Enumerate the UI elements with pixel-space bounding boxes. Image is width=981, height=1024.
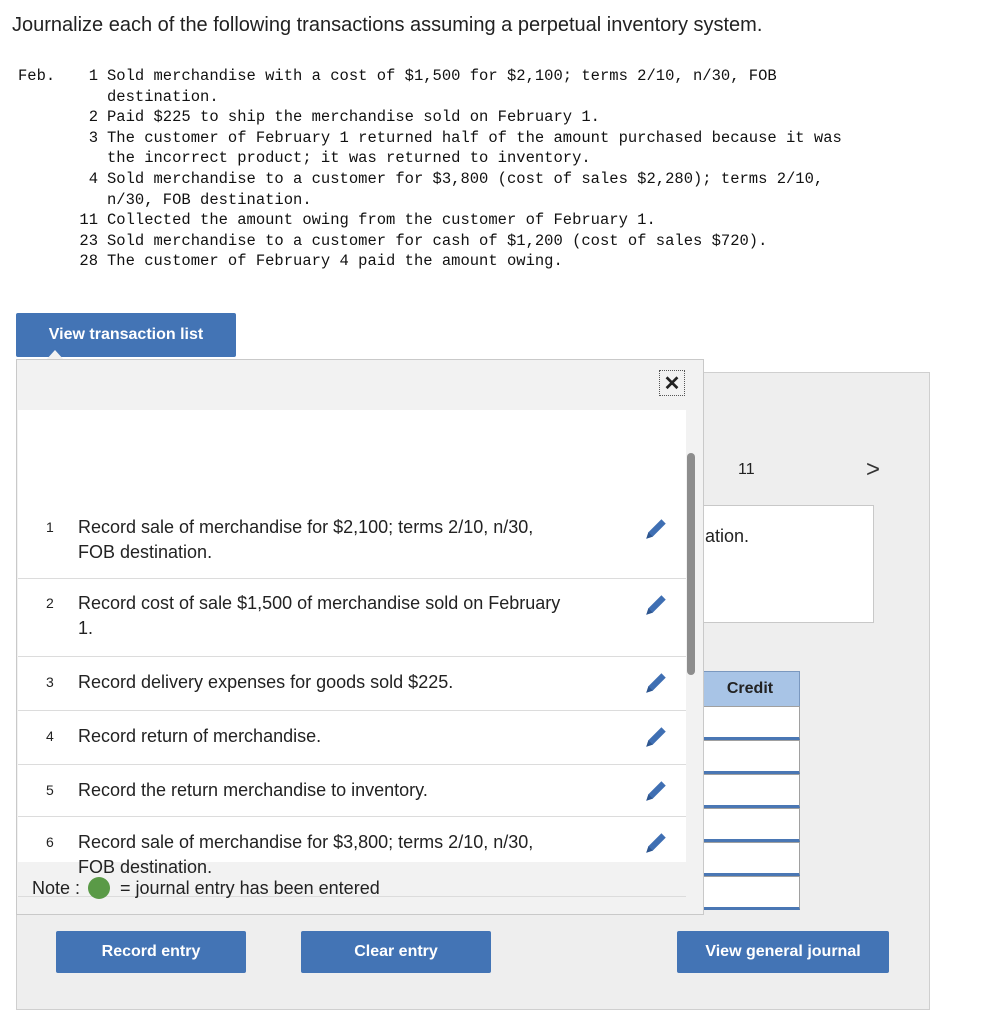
problem-line: the incorrect product; it was returned to inventory. — [107, 149, 591, 168]
transaction-list-popup — [16, 359, 704, 915]
problem-month: Feb. — [18, 67, 56, 85]
item-text: Record return of merchandise. — [78, 726, 322, 746]
item-text: Record sale of merchandise for $3,800; terms 2/10, n/30, FOB destination. — [78, 832, 534, 877]
legend-note — [32, 877, 380, 899]
item-number: 4 — [46, 728, 54, 744]
list-item[interactable] — [18, 578, 686, 657]
problem-statement — [18, 66, 842, 272]
item-text: Record delivery expenses for goods sold $225. — [78, 672, 454, 692]
note-text: = journal entry has been entered — [120, 877, 380, 898]
transaction-description-box — [703, 505, 874, 623]
credit-input[interactable] — [700, 808, 800, 842]
credit-input[interactable] — [700, 740, 800, 774]
problem-line: 23 Sold merchandise to a customer for cash of $1,200 (cost of sales $720). — [79, 231, 768, 250]
note-label: Note : — [32, 877, 81, 898]
list-item[interactable] — [18, 460, 686, 579]
clear-entry-button[interactable]: Clear entry — [301, 931, 491, 973]
credit-input[interactable] — [700, 706, 800, 740]
item-number: 6 — [46, 834, 54, 850]
transaction-date: 11 — [738, 461, 755, 478]
item-number: 1 — [46, 519, 54, 535]
pencil-icon[interactable] — [643, 830, 669, 856]
credit-input[interactable] — [700, 842, 800, 876]
item-text: Record the return merchandise to inventory. — [78, 780, 428, 800]
problem-line: n/30, FOB destination. — [107, 190, 312, 209]
chevron-right-icon[interactable]: > — [866, 456, 881, 483]
credit-column-header: Credit — [700, 671, 800, 707]
entered-status-dot — [88, 877, 110, 899]
pencil-icon[interactable] — [643, 592, 669, 618]
problem-line: 4 Sold merchandise to a customer for $3,800 (cost of sales $2,280); terms 2/10, — [88, 169, 824, 188]
problem-line: Feb. 1 Sold merchandise with a cost of $1,500 for $2,100; terms 2/10, n/30, FOB — [18, 67, 777, 85]
credit-input[interactable] — [700, 876, 800, 910]
problem-line: 11 Collected the amount owing from the customer of February 1. — [79, 211, 656, 230]
popup-scrollbar[interactable] — [687, 453, 695, 675]
problem-line: destination. — [107, 87, 219, 106]
view-transaction-list-button[interactable]: View transaction list — [16, 313, 236, 357]
item-number: 3 — [46, 674, 54, 690]
list-item[interactable] — [18, 656, 686, 711]
transaction-description-fragment: ation. — [705, 526, 750, 546]
item-text: Record sale of merchandise for $2,100; terms 2/10, n/30, FOB destination. — [78, 517, 534, 562]
item-number: 5 — [46, 782, 54, 798]
list-item[interactable] — [18, 710, 686, 765]
view-general-journal-button[interactable]: View general journal — [677, 931, 889, 973]
problem-line: 28 The customer of February 4 paid the amount owing. — [79, 252, 563, 271]
credit-input[interactable] — [700, 774, 800, 808]
list-item[interactable] — [18, 764, 686, 817]
problem-line: 2 Paid $225 to ship the merchandise sold on February 1. — [88, 108, 600, 127]
problem-line: 3 The customer of February 1 returned half of the amount purchased because it was — [88, 128, 842, 147]
pencil-icon[interactable] — [643, 778, 669, 804]
record-entry-button[interactable]: Record entry — [56, 931, 246, 973]
close-icon[interactable]: ✕ — [659, 370, 685, 396]
pencil-icon[interactable] — [643, 724, 669, 750]
pencil-icon[interactable] — [643, 670, 669, 696]
instruction-title: Journalize each of the following transactions assuming a perpetual inventory system. — [12, 14, 763, 36]
transaction-list — [18, 410, 686, 877]
item-number: 2 — [46, 595, 54, 611]
item-text: Record cost of sale $1,500 of merchandise sold on February 1. — [78, 593, 561, 638]
pencil-icon[interactable] — [643, 516, 669, 542]
